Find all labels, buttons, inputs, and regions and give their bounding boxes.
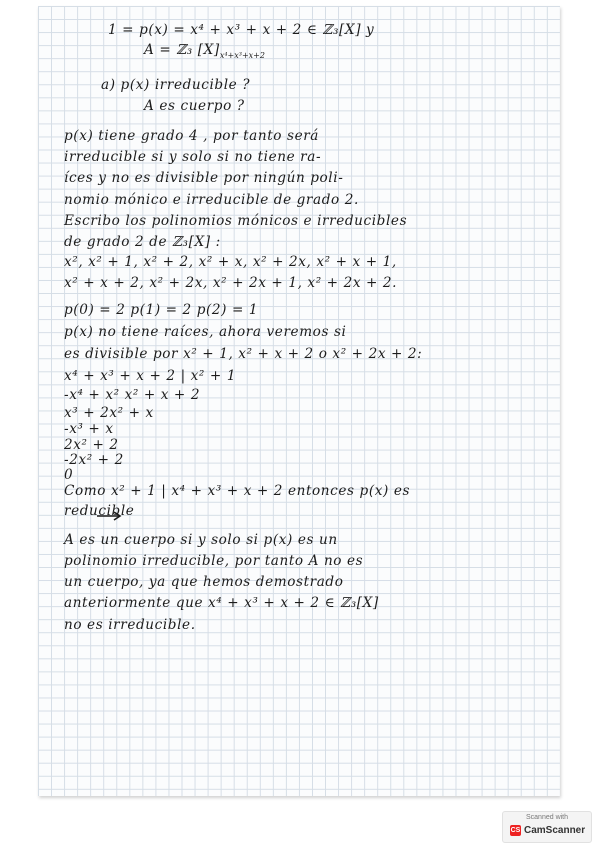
text-line	[64, 368, 236, 384]
watermark-brand-label: CamScanner	[524, 825, 586, 836]
text-line-content: un cuerpo, ya que hemos demostrado	[64, 574, 344, 590]
watermark-brand	[510, 825, 585, 836]
subscript: x⁴+x³+x+2	[219, 51, 265, 60]
text-line	[64, 452, 124, 468]
arrow-icon	[96, 511, 122, 521]
text-line	[64, 467, 73, 483]
text-line	[64, 275, 397, 291]
text-line-content: A = ℤ₃ [X]	[144, 42, 220, 58]
camscanner-logo-icon: CS	[510, 827, 521, 834]
text-line-content: x² + x + 2, x² + 2x, x² + 2x + 1, x² + 2x + 2.	[64, 275, 398, 291]
text-line-content: Como x² + 1 | x⁴ + x³ + x + 2 entonces p(x) es	[64, 483, 411, 499]
text-line	[64, 574, 344, 590]
text-line	[64, 405, 154, 421]
text-line-content: 1 = p(x) = x⁴ + x³ + x + 2 ∈ ℤ₃[X] y	[108, 22, 375, 38]
text-line-content: A es cuerpo ?	[144, 98, 245, 114]
text-line-content: -x⁴ + x² x² + x + 2	[64, 387, 201, 403]
text-line	[64, 149, 321, 165]
text-line	[64, 387, 200, 403]
text-line-content: 2x² + 2	[64, 437, 119, 453]
text-line	[144, 98, 245, 114]
text-line-content: irreducible si y solo si no tiene ra-	[64, 149, 322, 165]
text-line	[64, 302, 258, 318]
text-line-content: nomio mónico e irreducible de grado 2.	[64, 192, 359, 208]
text-line	[64, 170, 343, 186]
text-line-content: A es un cuerpo si y solo si p(x) es un	[64, 532, 338, 548]
text-line-content: Escribo los polinomios mónicos e irreducibles	[64, 213, 408, 229]
text-line-content: íces y no es divisible por ningún poli-	[64, 170, 344, 186]
text-line	[144, 42, 265, 58]
text-line	[64, 421, 114, 437]
text-line	[64, 234, 221, 250]
text-line	[64, 346, 422, 362]
text-line-content: p(x) no tiene raíces, ahora veremos si	[64, 324, 347, 340]
text-line	[64, 128, 319, 144]
text-line	[108, 22, 374, 38]
text-line-content: 0	[64, 467, 74, 483]
text-line-content: x², x² + 1, x² + 2, x² + x, x² + 2x, x² + x + 1,	[64, 254, 397, 270]
text-line-content: es divisible por x² + 1, x² + x + 2 o x² + 2x + 2:	[64, 346, 423, 362]
text-line-content: a) p(x) irreducible ?	[101, 77, 251, 93]
text-line-content: polinomio irreducible, por tanto A no es	[64, 553, 364, 569]
text-line-content: reducible	[64, 503, 135, 519]
text-line-content: p(0) = 2 p(1) = 2 p(2) = 1	[64, 302, 259, 318]
text-line-content: -x³ + x	[64, 421, 114, 437]
watermark-caption: Scanned with	[525, 814, 569, 821]
text-line-content: x³ + 2x² + x	[64, 405, 154, 421]
text-line	[64, 254, 397, 270]
text-line-content: -2x² + 2	[64, 452, 124, 468]
text-line-content: x⁴ + x³ + x + 2 | x² + 1	[64, 368, 237, 384]
text-line	[64, 617, 196, 633]
text-line	[101, 77, 250, 93]
text-line	[64, 483, 410, 499]
text-line	[64, 324, 347, 340]
text-line	[64, 437, 119, 453]
text-line-content: anteriormente que x⁴ + x³ + x + 2 ∈ ℤ₃[X]	[64, 595, 379, 611]
text-line	[64, 213, 407, 229]
text-line	[64, 553, 363, 569]
text-line-content: no es irreducible.	[64, 617, 196, 633]
text-line	[64, 532, 338, 548]
text-line-content: p(x) tiene grado 4 , por tanto será	[64, 128, 320, 144]
text-line-content: de grado 2 de ℤ₃[X] :	[64, 234, 221, 250]
text-line	[64, 192, 359, 208]
text-line	[64, 595, 379, 611]
camscanner-watermark	[502, 811, 592, 843]
